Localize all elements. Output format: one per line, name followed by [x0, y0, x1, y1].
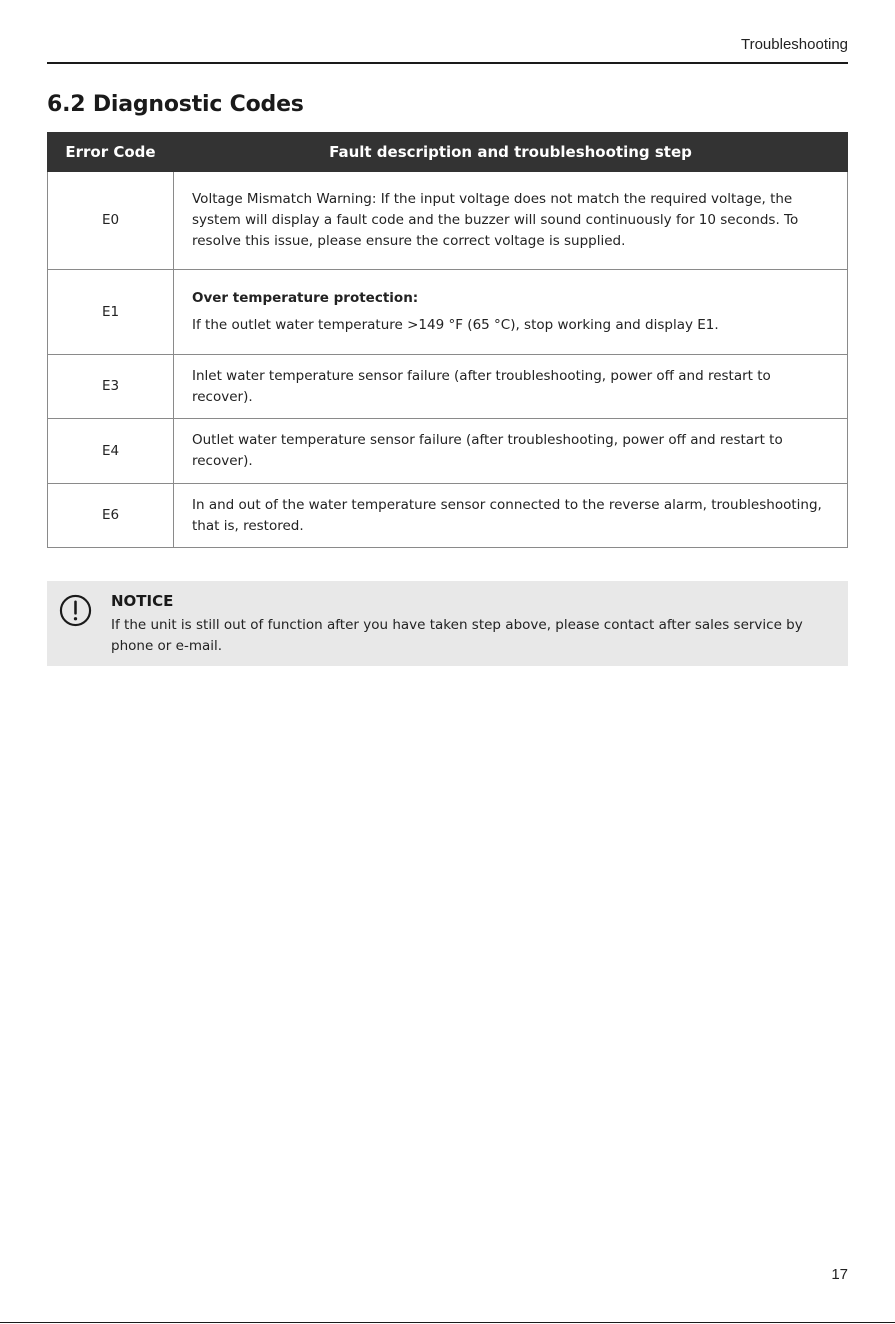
error-code-cell: E3 — [48, 355, 174, 419]
notice-box — [47, 581, 848, 666]
fault-description-text: Voltage Mismatch Warning: If the input voltage does not match the required voltage, the system will display a fault code and the buzzer will sound continuously for 10 seconds. To resolve this issue, please ensure the correct voltage is supplied. — [192, 191, 799, 249]
fault-description-cell — [174, 172, 848, 270]
error-code-cell: E4 — [48, 419, 174, 484]
diagnostic-codes-table — [47, 132, 848, 548]
error-code-cell: E6 — [48, 484, 174, 548]
fault-description-text: In and out of the water temperature sensor connected to the reverse alarm, troubleshooting, that is, restored. — [192, 496, 822, 534]
fault-description-text: Outlet water temperature sensor failure (after troubleshooting, power off and restart to recover). — [192, 432, 783, 469]
fault-description-cell — [174, 355, 848, 419]
notice-text: If the unit is still out of function after you have taken step above, please contact after sales service by phone or e-mail. — [111, 617, 803, 654]
notice-title: NOTICE — [111, 592, 174, 610]
header-fault-description: Fault description and troubleshooting step — [174, 133, 848, 172]
header-section-label: Troubleshooting — [740, 36, 848, 53]
header-divider — [47, 62, 848, 64]
fault-description-heading: Over temperature protection: — [192, 290, 419, 306]
fault-description-cell — [174, 419, 848, 484]
fault-description-text: If the outlet water temperature >149 °F (65 °C), stop working and display E1. — [192, 317, 719, 333]
section-title: 6.2 Diagnostic Codes — [47, 92, 304, 117]
table-row — [48, 270, 848, 355]
table-row — [48, 172, 848, 270]
table-header-row — [48, 133, 848, 172]
page-number: 17 — [831, 1266, 848, 1283]
exclamation-circle-icon — [59, 594, 92, 627]
fault-description-text: Inlet water temperature sensor failure (after troubleshooting, power off and restart to recover). — [192, 367, 771, 405]
table-row — [48, 484, 848, 548]
fault-description-cell — [174, 484, 848, 548]
header-error-code: Error Code — [48, 133, 174, 172]
table-row — [48, 355, 848, 419]
error-code-cell: E0 — [48, 172, 174, 270]
table-row — [48, 419, 848, 484]
error-code-cell: E1 — [48, 270, 174, 355]
fault-description-cell — [174, 270, 848, 355]
footer-divider — [0, 1322, 895, 1323]
